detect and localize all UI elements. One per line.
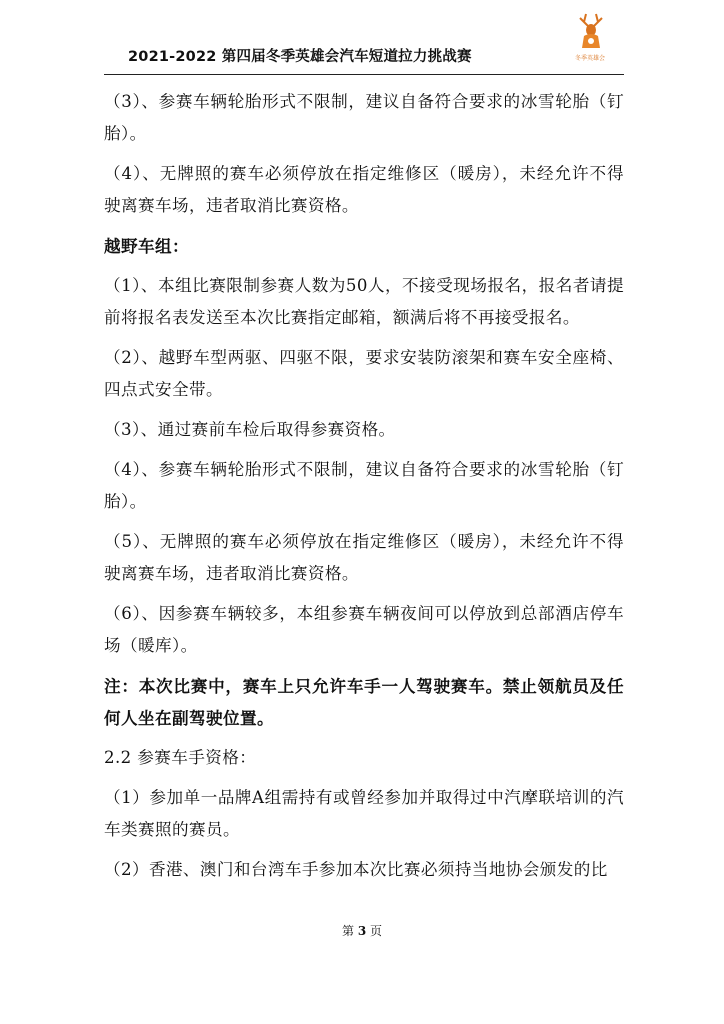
section-heading: 2.2 参赛车手资格： bbox=[104, 748, 257, 767]
page-footer bbox=[0, 922, 724, 939]
deer-logo-icon bbox=[566, 10, 614, 62]
note-paragraph: 注：本次比赛中，赛车上只允许车手一人驾驶赛车。禁止领航员及任何人坐在副驾驶位置。 bbox=[104, 676, 624, 728]
section-heading: 越野车组： bbox=[104, 236, 189, 256]
page-number-suffix: 页 bbox=[370, 924, 383, 938]
page-header bbox=[104, 0, 624, 75]
paragraph: （4）、参赛车辆轮胎形式不限制，建议自备符合要求的冰雪轮胎（钉胎）。 bbox=[104, 460, 624, 511]
paragraph: （2）香港、澳门和台湾车手参加本次比赛必须持当地协会颁发的比 bbox=[104, 860, 608, 879]
paragraph: （2）、越野车型两驱、四驱不限，要求安装防滚架和赛车安全座椅、四点式安全带。 bbox=[104, 348, 624, 399]
logo-caption: 冬季英雄会 bbox=[574, 55, 605, 62]
paragraph: （6）、因参赛车辆较多，本组参赛车辆夜间可以停放到总部酒店停车场（暖库）。 bbox=[104, 604, 624, 655]
paragraph: （5）、无牌照的赛车必须停放在指定维修区（暖房），未经允许不得驶离赛车场，违者取消比赛资格。 bbox=[104, 532, 624, 583]
page-number-prefix: 第 bbox=[341, 924, 354, 938]
paragraph: （1）参加单一品牌A组需持有或曾经参加并取得过中汽摩联培训的汽车类赛照的赛员。 bbox=[104, 788, 624, 839]
paragraph: （4）、无牌照的赛车必须停放在指定维修区（暖房），未经允许不得驶离赛车场，违者取消比赛资格。 bbox=[104, 164, 624, 215]
page-number: 3 bbox=[357, 924, 367, 938]
deer-logo-graphic bbox=[566, 10, 614, 54]
header-title: 2021-2022 第四届冬季英雄会汽车短道拉力挑战赛 bbox=[128, 49, 472, 65]
paragraph: （3）、参赛车辆轮胎形式不限制，建议自备符合要求的冰雪轮胎（钉胎）。 bbox=[104, 92, 624, 143]
paragraph: （1）、本组比赛限制参赛人数为50人，不接受现场报名，报名者请提前将报名表发送至本次比赛指定邮箱，额满后将不再接受报名。 bbox=[104, 276, 624, 327]
paragraph: （3）、通过赛前车检后取得参赛资格。 bbox=[104, 420, 396, 439]
header-divider bbox=[104, 74, 624, 75]
document-body bbox=[104, 86, 624, 894]
